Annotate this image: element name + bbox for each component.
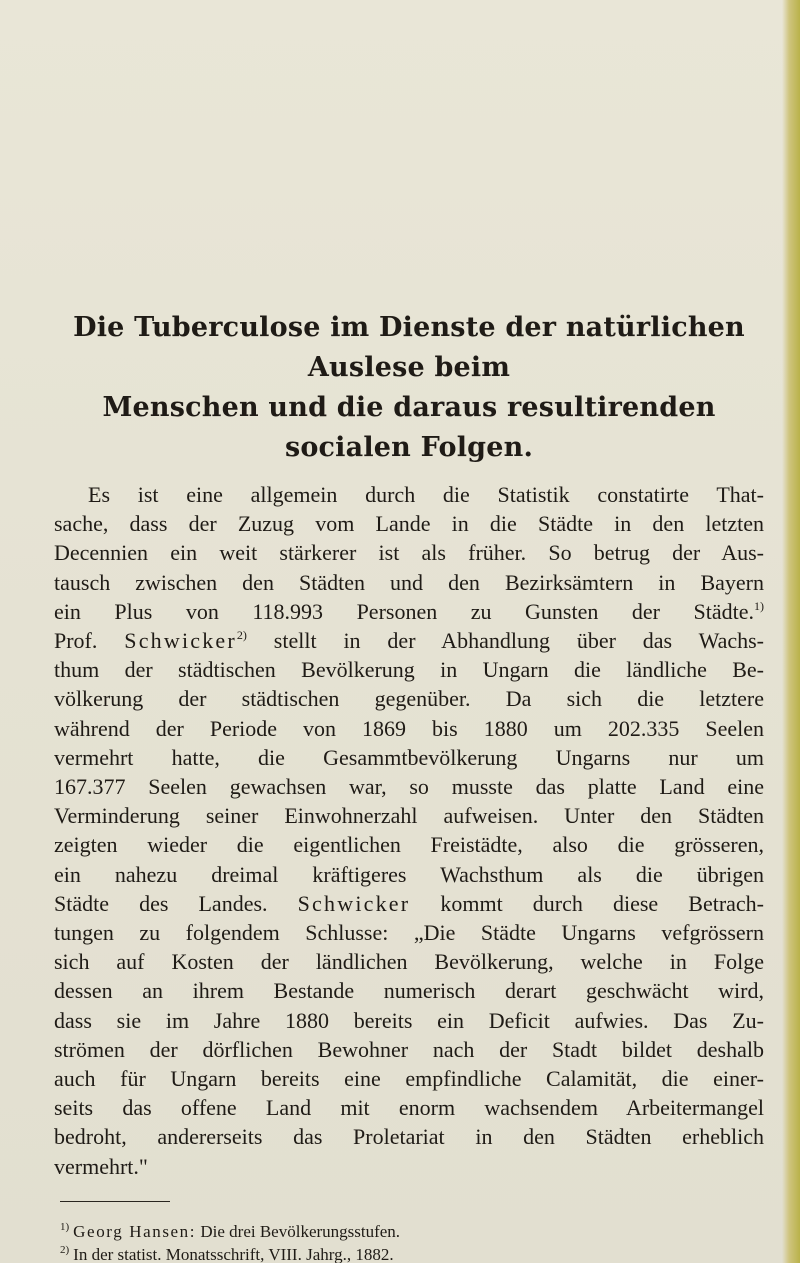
- text-line: Es ist eine allgemein durch die Statistik constatirte That-: [88, 482, 764, 507]
- text-line: seits das offene Land mit enorm wachsendem Arbeitermangel: [54, 1095, 764, 1121]
- footnote-text: In der statist. Monatsschrift, VIII. Jahrg., 1882.: [73, 1244, 394, 1263]
- footnote-author: Georg Hansen:: [73, 1221, 197, 1241]
- text-line: sache, dass der Zuzug vom Lande in die Städte in den letzten: [54, 511, 764, 537]
- footnote-text: Die drei Bevölkerungsstufen.: [200, 1221, 401, 1241]
- text-line: Decennien ein weit stärkerer ist als früher. So betrug der Aus-: [54, 540, 764, 566]
- text-line: zeigten wieder die eigentlichen Freistädte, also die grösseren,: [54, 832, 764, 858]
- text-line: [54, 889, 764, 918]
- chapter-title-line-1: Die Tuberculose im Dienste der natürlichen Auslese beim: [73, 312, 745, 383]
- author-name-schwicker: Schwicker: [124, 628, 237, 654]
- text-line: bedroht, andererseits das Proletariat in den Städten erheblich: [54, 1124, 764, 1150]
- text-line: vermehrt.": [54, 1153, 148, 1179]
- text-line: dass sie im Jahre 1880 bereits ein Deficit aufwies. Das Zu-: [54, 1007, 764, 1033]
- footnote-2: [60, 1243, 764, 1263]
- text-line: tungen zu folgendem Schlusse: „Die Städte Ungarns vefgrössern: [54, 920, 764, 946]
- text-segment: Städte des Landes.: [54, 890, 268, 916]
- text-line: auch für Ungarn bereits eine empfindliche Calamität, die einer-: [54, 1066, 764, 1092]
- page-content: [54, 308, 764, 1263]
- author-name-schwicker: Schwicker: [297, 890, 411, 916]
- footnote-ref-2: 2): [236, 628, 247, 643]
- text-line: vermehrt hatte, die Gesammtbevölkerung Ungarns nur um: [54, 744, 764, 770]
- footnote-ref-1: 1): [754, 598, 764, 613]
- page-edge-discoloration: [782, 0, 800, 1263]
- text-line: strömen der dörflichen Bewohner nach der Stadt bildet deshalb: [54, 1036, 764, 1062]
- text-segment: stellt in der Abhandlung über das Wachs-: [273, 628, 765, 654]
- chapter-title-line-2: Menschen und die daraus resultirenden socialen Folgen.: [102, 392, 716, 463]
- footnote-divider: [60, 1201, 170, 1202]
- text-line: ein nahezu dreimal kräftigeres Wachsthum als die übrigen: [54, 861, 764, 887]
- text-segment: Prof.: [54, 628, 98, 654]
- text-line: tausch zwischen den Städten und den Bezirksämtern in Bayern: [54, 569, 764, 595]
- text-segment: kommt durch diese Betrach-: [440, 890, 764, 916]
- chapter-title: [54, 308, 764, 468]
- text-line: thum der städtischen Bevölkerung in Ungarn die ländliche Be-: [54, 657, 764, 683]
- text-line: dessen an ihrem Bestande numerisch derart geschwächt wird,: [54, 978, 764, 1004]
- footnote-1: [60, 1220, 764, 1243]
- footnote-mark: 1): [60, 1220, 70, 1233]
- text-line: [54, 626, 764, 655]
- footnote-mark: 2): [60, 1243, 70, 1256]
- body-paragraph: [54, 480, 764, 1181]
- text-line: Verminderung seiner Einwohnerzahl aufweisen. Unter den Städten: [54, 803, 764, 829]
- text-line: völkerung der städtischen gegenüber. Da sich die letztere: [54, 686, 764, 712]
- text-line: [54, 597, 764, 626]
- text-line: während der Periode von 1869 bis 1880 um 202.335 Seelen: [54, 715, 764, 741]
- text-line: sich auf Kosten der ländlichen Bevölkerung, welche in Folge: [54, 949, 764, 975]
- text-line: 167.377 Seelen gewachsen war, so musste das platte Land eine: [54, 774, 764, 800]
- text-segment: ein Plus von 118.993 Personen zu Gunsten der Städte.: [54, 598, 754, 624]
- footnotes: [60, 1220, 764, 1263]
